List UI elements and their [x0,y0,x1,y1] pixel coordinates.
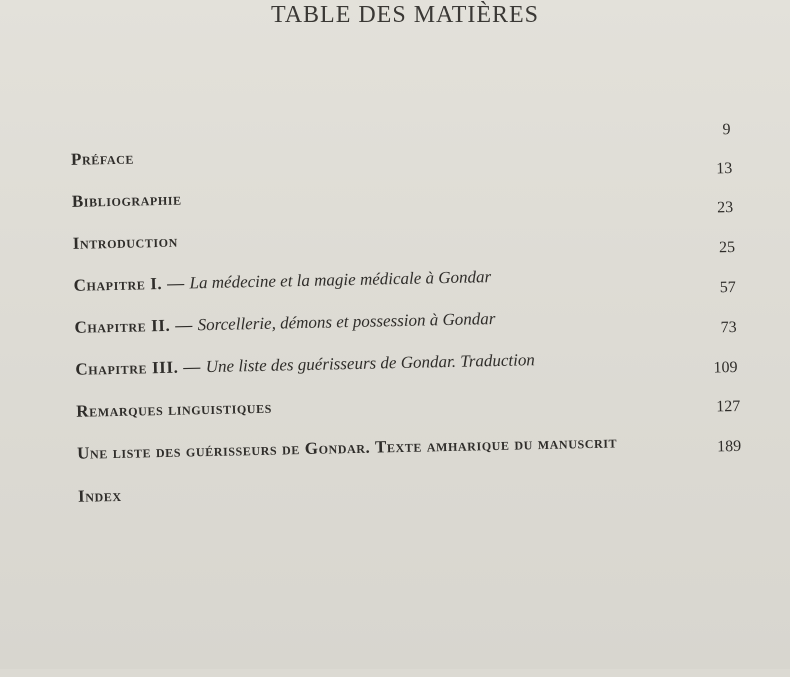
toc-entry-label: Remarques linguistiques [76,397,273,421]
toc-page-number: 25 [718,238,736,257]
toc-entry-subtitle: La médecine et la magie médicale à Gondar [189,267,492,293]
toc-entry-chapitre-3[interactable] [75,350,535,380]
toc-entry-subtitle: Sorcellerie, démons et possession à Gondar [197,309,496,335]
toc-entry-label: Bibliographie [71,189,182,211]
toc-entry-label: Introduction [72,231,179,253]
toc-page-number: 57 [719,278,736,297]
toc-entry-label: Chapitre II. — [74,315,198,337]
toc-page-number: 23 [716,199,734,217]
toc-entry-label: Chapitre I. — [73,273,190,295]
toc-entry-label: Chapitre III. — [75,357,206,379]
toc-entry-index[interactable] [78,486,122,507]
toc-entry-label: Une liste des guérisseurs de Gondar. Texte amharique du manuscrit [76,432,618,463]
toc-entry-texte-amharique[interactable] [77,432,617,463]
toc-page-number: 109 [713,358,738,377]
toc-entry-bibliographie[interactable] [72,190,182,212]
toc-entry-subtitle: Une liste des guérisseurs de Gondar. Traduction [205,350,536,377]
toc-page-number: 13 [716,160,733,178]
toc-page-number: 189 [716,437,742,456]
toc-entry-preface[interactable] [71,149,134,170]
page-title: TABLE DES MATIÈRES [270,2,540,28]
toc-page-number: 73 [720,318,737,337]
toc-entry-label: Préface [70,148,135,169]
toc-entry-remarques[interactable] [76,398,272,422]
toc-page-number: 9 [722,121,731,139]
toc-entry-label: Index [77,485,122,506]
toc-entry-introduction[interactable] [73,232,179,254]
toc-entry-chapitre-2[interactable] [74,309,495,338]
toc-entry-chapitre-1[interactable] [73,267,491,296]
toc-page-number: 127 [716,397,741,416]
